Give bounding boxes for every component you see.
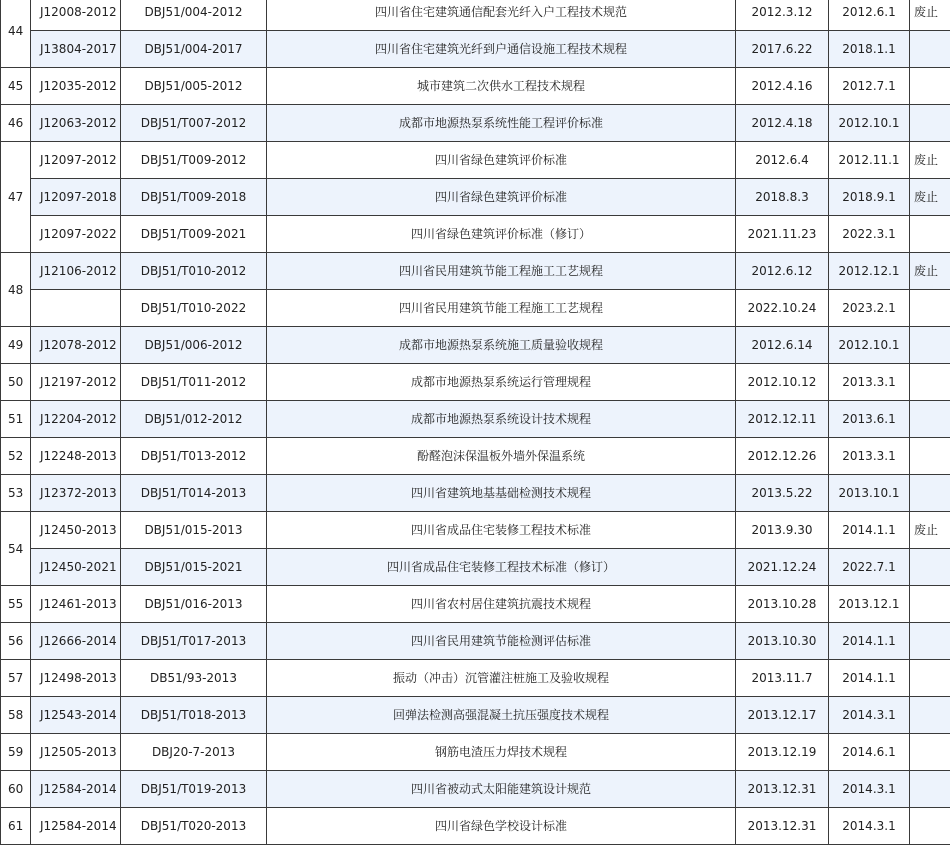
effective-date-cell: 2013.6.1: [829, 401, 910, 438]
standard-name-cell: 四川省住宅建筑通信配套光纤入户工程技术规范: [267, 0, 736, 31]
record-code-cell: J12543-2014: [31, 697, 121, 734]
status-note-cell: [910, 771, 950, 808]
status-note-cell: 废止: [910, 142, 950, 179]
table-row: [1, 623, 950, 660]
standard-number-cell: DBJ51/T011-2012: [121, 364, 267, 401]
standard-name-cell: 四川省被动式太阳能建筑设计规范: [267, 771, 736, 808]
standard-name-cell: 振动（冲击）沉管灌注桩施工及验收规程: [267, 660, 736, 697]
standard-name-cell: 成都市地源热泵系统运行管理规程: [267, 364, 736, 401]
row-number-cell: 57: [1, 660, 31, 697]
effective-date-cell: 2013.10.1: [829, 475, 910, 512]
status-note-cell: [910, 734, 950, 771]
status-note-cell: [910, 623, 950, 660]
issue-date-cell: 2013.10.30: [736, 623, 829, 660]
standard-name-cell: 四川省建筑地基基础检测技术规程: [267, 475, 736, 512]
row-number-cell: 55: [1, 586, 31, 623]
table-row: [1, 512, 950, 549]
issue-date-cell: 2013.10.28: [736, 586, 829, 623]
effective-date-cell: 2012.10.1: [829, 327, 910, 364]
standard-number-cell: DBJ51/T018-2013: [121, 697, 267, 734]
issue-date-cell: 2012.6.14: [736, 327, 829, 364]
effective-date-cell: 2012.7.1: [829, 68, 910, 105]
record-code-cell: J12097-2022: [31, 216, 121, 253]
effective-date-cell: 2014.3.1: [829, 808, 910, 845]
status-note-cell: [910, 808, 950, 845]
record-code-cell: J12248-2013: [31, 438, 121, 475]
row-number-cell: 44: [1, 0, 31, 68]
record-code-cell: J12372-2013: [31, 475, 121, 512]
status-note-cell: [910, 549, 950, 586]
row-number-cell: 48: [1, 253, 31, 327]
standard-name-cell: 成都市地源热泵系统性能工程评价标准: [267, 105, 736, 142]
record-code-cell: J12505-2013: [31, 734, 121, 771]
effective-date-cell: 2014.6.1: [829, 734, 910, 771]
table-row: [1, 734, 950, 771]
record-code-cell: [31, 290, 121, 327]
table-row: [1, 327, 950, 364]
status-note-cell: 废止: [910, 179, 950, 216]
table-row: [1, 475, 950, 512]
record-code-cell: J12197-2012: [31, 364, 121, 401]
standard-number-cell: DBJ51/T010-2012: [121, 253, 267, 290]
row-number-cell: 59: [1, 734, 31, 771]
issue-date-cell: 2013.11.7: [736, 660, 829, 697]
table-row: [1, 771, 950, 808]
effective-date-cell: 2014.1.1: [829, 660, 910, 697]
issue-date-cell: 2013.12.19: [736, 734, 829, 771]
effective-date-cell: 2012.10.1: [829, 105, 910, 142]
table-row: [1, 438, 950, 475]
standard-name-cell: 四川省民用建筑节能检测评估标准: [267, 623, 736, 660]
standard-number-cell: DBJ51/T007-2012: [121, 105, 267, 142]
standard-number-cell: DBJ51/T013-2012: [121, 438, 267, 475]
standard-name-cell: 钢筋电渣压力焊技术规程: [267, 734, 736, 771]
table-row: [1, 216, 950, 253]
table-row: [1, 586, 950, 623]
table-row: [1, 290, 950, 327]
record-code-cell: J12106-2012: [31, 253, 121, 290]
standard-name-cell: 四川省成品住宅装修工程技术标准: [267, 512, 736, 549]
standard-number-cell: DBJ51/006-2012: [121, 327, 267, 364]
status-note-cell: [910, 31, 950, 68]
table-row: [1, 549, 950, 586]
issue-date-cell: 2012.12.26: [736, 438, 829, 475]
row-number-cell: 47: [1, 142, 31, 253]
status-note-cell: 废止: [910, 253, 950, 290]
table-row: [1, 31, 950, 68]
standard-name-cell: 四川省民用建筑节能工程施工工艺规程: [267, 253, 736, 290]
standard-name-cell: 四川省绿色学校设计标准: [267, 808, 736, 845]
table-row: [1, 0, 950, 31]
standard-number-cell: DB51/93-2013: [121, 660, 267, 697]
standard-number-cell: DBJ51/T009-2012: [121, 142, 267, 179]
effective-date-cell: 2022.3.1: [829, 216, 910, 253]
issue-date-cell: 2013.12.17: [736, 697, 829, 734]
table-row: [1, 105, 950, 142]
row-number-cell: 45: [1, 68, 31, 105]
status-note-cell: 废止: [910, 0, 950, 31]
record-code-cell: J12498-2013: [31, 660, 121, 697]
standard-name-cell: 酚醛泡沫保温板外墙外保温系统: [267, 438, 736, 475]
issue-date-cell: 2012.10.12: [736, 364, 829, 401]
row-number-cell: 49: [1, 327, 31, 364]
record-code-cell: J12584-2014: [31, 771, 121, 808]
standard-name-cell: 四川省住宅建筑光纤到户通信设施工程技术规程: [267, 31, 736, 68]
issue-date-cell: 2012.6.12: [736, 253, 829, 290]
issue-date-cell: 2012.6.4: [736, 142, 829, 179]
standard-number-cell: DBJ51/T009-2018: [121, 179, 267, 216]
record-code-cell: J12097-2018: [31, 179, 121, 216]
standard-number-cell: DBJ51/004-2017: [121, 31, 267, 68]
table-row: [1, 660, 950, 697]
effective-date-cell: 2013.3.1: [829, 438, 910, 475]
issue-date-cell: 2022.10.24: [736, 290, 829, 327]
record-code-cell: J12584-2014: [31, 808, 121, 845]
status-note-cell: [910, 475, 950, 512]
standard-name-cell: 四川省绿色建筑评价标准（修订）: [267, 216, 736, 253]
standard-name-cell: 四川省民用建筑节能工程施工工艺规程: [267, 290, 736, 327]
record-code-cell: J12666-2014: [31, 623, 121, 660]
standard-number-cell: DBJ51/004-2012: [121, 0, 267, 31]
effective-date-cell: 2023.2.1: [829, 290, 910, 327]
standard-number-cell: DBJ51/T019-2013: [121, 771, 267, 808]
effective-date-cell: 2013.12.1: [829, 586, 910, 623]
record-code-cell: J12450-2021: [31, 549, 121, 586]
status-note-cell: [910, 327, 950, 364]
status-note-cell: [910, 697, 950, 734]
standard-name-cell: 回弹法检测高强混凝土抗压强度技术规程: [267, 697, 736, 734]
table-row: [1, 808, 950, 845]
standard-name-cell: 四川省农村居住建筑抗震技术规程: [267, 586, 736, 623]
table-row: [1, 142, 950, 179]
effective-date-cell: 2013.3.1: [829, 364, 910, 401]
standard-name-cell: 四川省成品住宅装修工程技术标准（修订）: [267, 549, 736, 586]
effective-date-cell: 2014.3.1: [829, 771, 910, 808]
standard-number-cell: DBJ51/012-2012: [121, 401, 267, 438]
effective-date-cell: 2018.1.1: [829, 31, 910, 68]
issue-date-cell: 2018.8.3: [736, 179, 829, 216]
table-row: [1, 364, 950, 401]
row-number-cell: 53: [1, 475, 31, 512]
effective-date-cell: 2018.9.1: [829, 179, 910, 216]
standard-name-cell: 四川省绿色建筑评价标准: [267, 179, 736, 216]
standard-name-cell: 成都市地源热泵系统施工质量验收规程: [267, 327, 736, 364]
record-code-cell: J12450-2013: [31, 512, 121, 549]
standard-number-cell: DBJ51/016-2013: [121, 586, 267, 623]
status-note-cell: [910, 216, 950, 253]
row-number-cell: 46: [1, 105, 31, 142]
issue-date-cell: 2013.5.22: [736, 475, 829, 512]
issue-date-cell: 2013.12.31: [736, 808, 829, 845]
issue-date-cell: 2013.12.31: [736, 771, 829, 808]
effective-date-cell: 2014.3.1: [829, 697, 910, 734]
effective-date-cell: 2012.6.1: [829, 0, 910, 31]
row-number-cell: 56: [1, 623, 31, 660]
table-row: [1, 179, 950, 216]
standard-number-cell: DBJ51/005-2012: [121, 68, 267, 105]
standard-number-cell: DBJ51/015-2021: [121, 549, 267, 586]
effective-date-cell: 2012.12.1: [829, 253, 910, 290]
row-number-cell: 58: [1, 697, 31, 734]
record-code-cell: J12063-2012: [31, 105, 121, 142]
effective-date-cell: 2014.1.1: [829, 512, 910, 549]
effective-date-cell: 2022.7.1: [829, 549, 910, 586]
status-note-cell: [910, 364, 950, 401]
standard-number-cell: DBJ51/015-2013: [121, 512, 267, 549]
table-row: [1, 401, 950, 438]
table-body: [1, 0, 950, 845]
row-number-cell: 51: [1, 401, 31, 438]
issue-date-cell: 2021.12.24: [736, 549, 829, 586]
standard-number-cell: DBJ20-7-2013: [121, 734, 267, 771]
standard-number-cell: DBJ51/T009-2021: [121, 216, 267, 253]
status-note-cell: [910, 586, 950, 623]
effective-date-cell: 2012.11.1: [829, 142, 910, 179]
effective-date-cell: 2014.1.1: [829, 623, 910, 660]
table-row: [1, 253, 950, 290]
issue-date-cell: 2012.12.11: [736, 401, 829, 438]
issue-date-cell: 2012.3.12: [736, 0, 829, 31]
record-code-cell: J12008-2012: [31, 0, 121, 31]
table-row: [1, 68, 950, 105]
standard-name-cell: 城市建筑二次供水工程技术规程: [267, 68, 736, 105]
issue-date-cell: 2013.9.30: [736, 512, 829, 549]
row-number-cell: 52: [1, 438, 31, 475]
row-number-cell: 54: [1, 512, 31, 586]
status-note-cell: [910, 290, 950, 327]
record-code-cell: J12035-2012: [31, 68, 121, 105]
row-number-cell: 61: [1, 808, 31, 845]
issue-date-cell: 2017.6.22: [736, 31, 829, 68]
table-row: [1, 697, 950, 734]
status-note-cell: [910, 438, 950, 475]
status-note-cell: [910, 660, 950, 697]
record-code-cell: J12204-2012: [31, 401, 121, 438]
standard-name-cell: 四川省绿色建筑评价标准: [267, 142, 736, 179]
status-note-cell: [910, 401, 950, 438]
status-note-cell: 废止: [910, 512, 950, 549]
issue-date-cell: 2021.11.23: [736, 216, 829, 253]
standard-number-cell: DBJ51/T017-2013: [121, 623, 267, 660]
standard-number-cell: DBJ51/T014-2013: [121, 475, 267, 512]
record-code-cell: J12078-2012: [31, 327, 121, 364]
status-note-cell: [910, 105, 950, 142]
row-number-cell: 60: [1, 771, 31, 808]
record-code-cell: J12461-2013: [31, 586, 121, 623]
issue-date-cell: 2012.4.18: [736, 105, 829, 142]
record-code-cell: J12097-2012: [31, 142, 121, 179]
standard-number-cell: DBJ51/T010-2022: [121, 290, 267, 327]
standard-name-cell: 成都市地源热泵系统设计技术规程: [267, 401, 736, 438]
record-code-cell: J13804-2017: [31, 31, 121, 68]
issue-date-cell: 2012.4.16: [736, 68, 829, 105]
row-number-cell: 50: [1, 364, 31, 401]
standard-number-cell: DBJ51/T020-2013: [121, 808, 267, 845]
status-note-cell: [910, 68, 950, 105]
